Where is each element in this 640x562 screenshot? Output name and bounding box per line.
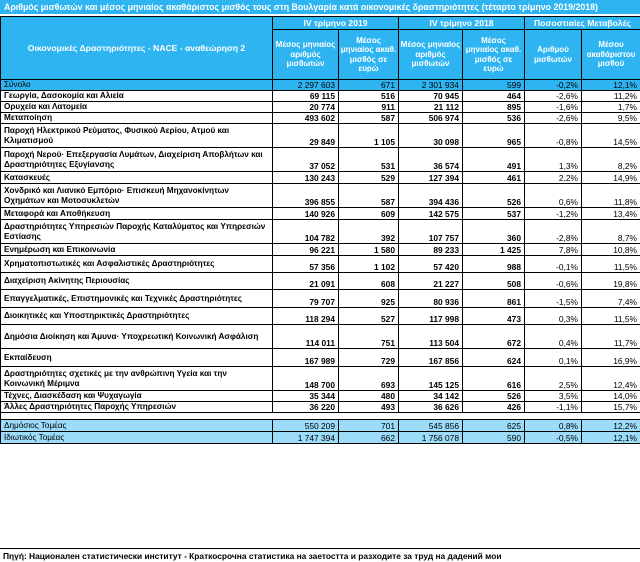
row-label: Τέχνες, Διασκέδαση και Ψυχαγωγία	[1, 391, 273, 402]
cell-emp-2019: 36 220	[273, 402, 339, 413]
cell-change-emp: 2,5%	[525, 367, 582, 391]
row-label: Επαγγελματικές, Επιστημονικές και Τεχνικές Δραστηριότητες	[1, 290, 273, 308]
cell-emp-2019: 79 707	[273, 290, 339, 308]
header-group-2018: IV τρίμηνο 2018	[399, 17, 525, 30]
cell-wage-2018: 861	[463, 290, 525, 308]
cell-change-emp: 0,6%	[525, 184, 582, 208]
cell-wage-2019: 493	[339, 402, 399, 413]
cell-wage-2018: 599	[463, 80, 525, 91]
cell-change-emp: -0,5%	[525, 432, 582, 444]
cell-change-wage: 14,0%	[582, 391, 640, 402]
row-label: Γεωργία, Δασοκομία και Αλιεία	[1, 91, 273, 102]
cell-emp-2018: 89 233	[399, 244, 463, 256]
cell-wage-2018: 526	[463, 184, 525, 208]
cell-emp-2019: 96 221	[273, 244, 339, 256]
cell-wage-2019: 529	[339, 172, 399, 184]
cell-wage-2018: 590	[463, 432, 525, 444]
header-change-wage: Μέσου ακαθάριστου μισθού	[582, 30, 640, 80]
cell-change-wage: 15,7%	[582, 402, 640, 413]
cell-wage-2018: 491	[463, 148, 525, 172]
cell-wage-2018: 616	[463, 367, 525, 391]
table-row-total	[1, 80, 640, 91]
cell-wage-2019: 729	[339, 349, 399, 367]
cell-change-emp: -0,6%	[525, 273, 582, 290]
cell-change-wage: 16,9%	[582, 349, 640, 367]
table-row	[1, 220, 640, 244]
spacer-row	[1, 413, 640, 420]
cell-wage-2019: 1 102	[339, 256, 399, 273]
row-label: Χονδρικό και Λιανικό Εμπόριο· Επισκευή Μηχανοκίνητων Οχημάτων και Μοτοσυκλετών	[1, 184, 273, 208]
cell-emp-2018: 167 856	[399, 349, 463, 367]
cell-emp-2018: 36 574	[399, 148, 463, 172]
cell-emp-2019: 57 356	[273, 256, 339, 273]
cell-change-wage: 13,4%	[582, 208, 640, 220]
header-change-employees: Αριθμού μισθωτών	[525, 30, 582, 80]
cell-wage-2018: 426	[463, 402, 525, 413]
row-label: Σύνολο	[1, 80, 273, 91]
source-note: Πηγή: Национален статистически институт - Краткосрочна статистика на заетостта и разходите за труд на дадений мои	[0, 548, 640, 562]
cell-wage-2018: 536	[463, 113, 525, 124]
cell-change-wage: 11,8%	[582, 184, 640, 208]
row-label: Χρηματοπιστωτικές και Ασφαλιστικές Δραστηριότητες	[1, 256, 273, 273]
cell-emp-2019: 114 011	[273, 325, 339, 349]
cell-wage-2019: 911	[339, 102, 399, 113]
table-row	[1, 208, 640, 220]
cell-emp-2019: 35 344	[273, 391, 339, 402]
row-label: Άλλες Δραστηριότητες Παροχής Υπηρεσιών	[1, 402, 273, 413]
row-label: Μεταφορά και Αποθήκευση	[1, 208, 273, 220]
cell-change-wage: 11,7%	[582, 325, 640, 349]
cell-wage-2018: 965	[463, 124, 525, 148]
row-label: Μεταποίηση	[1, 113, 273, 124]
cell-wage-2018: 360	[463, 220, 525, 244]
table-row	[1, 402, 640, 413]
cell-wage-2019: 1 580	[339, 244, 399, 256]
table-row	[1, 91, 640, 102]
table-row	[1, 184, 640, 208]
cell-wage-2018: 988	[463, 256, 525, 273]
cell-change-emp: -1,6%	[525, 102, 582, 113]
cell-change-wage: 12,1%	[582, 432, 640, 444]
cell-emp-2019: 2 297 603	[273, 80, 339, 91]
cell-wage-2019: 527	[339, 308, 399, 325]
cell-emp-2018: 21 112	[399, 102, 463, 113]
header-group-change: Ποσοστιαίες Μεταβολές	[525, 17, 640, 30]
cell-emp-2018: 2 301 934	[399, 80, 463, 91]
cell-emp-2019: 130 243	[273, 172, 339, 184]
cell-wage-2018: 624	[463, 349, 525, 367]
cell-wage-2019: 392	[339, 220, 399, 244]
cell-wage-2019: 587	[339, 113, 399, 124]
cell-change-wage: 7,4%	[582, 290, 640, 308]
cell-emp-2018: 34 142	[399, 391, 463, 402]
cell-emp-2019: 396 855	[273, 184, 339, 208]
cell-emp-2019: 29 849	[273, 124, 339, 148]
cell-change-wage: 10,8%	[582, 244, 640, 256]
cell-wage-2019: 531	[339, 148, 399, 172]
cell-emp-2019: 37 052	[273, 148, 339, 172]
cell-wage-2018: 526	[463, 391, 525, 402]
employment-wage-table	[0, 16, 640, 444]
cell-wage-2018: 464	[463, 91, 525, 102]
cell-emp-2018: 30 098	[399, 124, 463, 148]
row-label: Ορυχεία και Λατομεία	[1, 102, 273, 113]
cell-emp-2018: 127 394	[399, 172, 463, 184]
cell-emp-2019: 1 747 394	[273, 432, 339, 444]
cell-change-emp: -0,1%	[525, 256, 582, 273]
cell-wage-2019: 480	[339, 391, 399, 402]
cell-change-emp: 1,3%	[525, 148, 582, 172]
page-title: Αριθμός μισθωτών και μέσος μηνιαίος ακαθάριστος μισθός τους στη Βουλγαρία κατά οικονομικές δραστηριότητες (τέταρτο τρίμηνο 2019/2018)	[0, 0, 640, 14]
header-group-2019: IV τρίμηνο 2019	[273, 17, 399, 30]
cell-change-emp: -2,6%	[525, 113, 582, 124]
cell-emp-2019: 550 209	[273, 420, 339, 432]
spacer-cell	[1, 413, 640, 420]
cell-change-wage: 8,7%	[582, 220, 640, 244]
cell-wage-2018: 672	[463, 325, 525, 349]
cell-wage-2019: 671	[339, 80, 399, 91]
cell-change-emp: 2,2%	[525, 172, 582, 184]
table-row	[1, 102, 640, 113]
table-row	[1, 172, 640, 184]
row-label: Δημόσιος Τομέας	[1, 420, 273, 432]
table-row	[1, 325, 640, 349]
cell-emp-2019: 140 926	[273, 208, 339, 220]
cell-wage-2019: 608	[339, 273, 399, 290]
cell-change-wage: 1,7%	[582, 102, 640, 113]
cell-change-wage: 14,5%	[582, 124, 640, 148]
cell-change-wage: 11,2%	[582, 91, 640, 102]
cell-change-emp: 0,1%	[525, 349, 582, 367]
cell-change-wage: 12,4%	[582, 367, 640, 391]
table-row	[1, 244, 640, 256]
cell-wage-2019: 693	[339, 367, 399, 391]
cell-emp-2019: 21 091	[273, 273, 339, 290]
cell-emp-2018: 113 504	[399, 325, 463, 349]
cell-emp-2018: 506 974	[399, 113, 463, 124]
cell-wage-2018: 537	[463, 208, 525, 220]
cell-change-wage: 11,5%	[582, 256, 640, 273]
cell-wage-2019: 1 105	[339, 124, 399, 148]
cell-change-emp: -0,8%	[525, 124, 582, 148]
cell-emp-2019: 167 989	[273, 349, 339, 367]
cell-wage-2019: 516	[339, 91, 399, 102]
cell-wage-2019: 662	[339, 432, 399, 444]
cell-emp-2018: 21 227	[399, 273, 463, 290]
cell-emp-2019: 69 115	[273, 91, 339, 102]
cell-emp-2019: 20 774	[273, 102, 339, 113]
cell-change-wage: 12,1%	[582, 80, 640, 91]
row-label: Δημόσια Διοίκηση και Άμυνα· Υποχρεωτική Κοινωνική Ασφάλιση	[1, 325, 273, 349]
cell-emp-2018: 142 575	[399, 208, 463, 220]
row-label: Παροχή Ηλεκτρικού Ρεύματος, Φυσικού Αερίου, Ατμού και Κλιματισμού	[1, 124, 273, 148]
cell-emp-2018: 145 125	[399, 367, 463, 391]
cell-change-emp: -1,1%	[525, 402, 582, 413]
cell-emp-2018: 545 856	[399, 420, 463, 432]
cell-emp-2018: 107 757	[399, 220, 463, 244]
cell-emp-2018: 36 626	[399, 402, 463, 413]
table-row	[1, 124, 640, 148]
cell-change-emp: 0,4%	[525, 325, 582, 349]
cell-wage-2019: 587	[339, 184, 399, 208]
cell-emp-2019: 104 782	[273, 220, 339, 244]
row-label: Δραστηριότητες σχετικές με την ανθρώπινη Υγεία και την Κοινωνική Μέριμνα	[1, 367, 273, 391]
cell-wage-2019: 751	[339, 325, 399, 349]
table-row	[1, 391, 640, 402]
cell-emp-2018: 57 420	[399, 256, 463, 273]
header-employees-2019: Μέσος μηνιαίος αριθμός μισθωτών	[273, 30, 339, 80]
cell-emp-2018: 117 998	[399, 308, 463, 325]
cell-wage-2018: 895	[463, 102, 525, 113]
cell-wage-2019: 925	[339, 290, 399, 308]
cell-change-wage: 11,5%	[582, 308, 640, 325]
table-row	[1, 349, 640, 367]
cell-change-wage: 14,9%	[582, 172, 640, 184]
table-row	[1, 148, 640, 172]
cell-change-emp: 0,3%	[525, 308, 582, 325]
header-wage-2019: Μέσος μηνιαίος ακαθ. μισθός σε ευρώ	[339, 30, 399, 80]
cell-wage-2018: 508	[463, 273, 525, 290]
cell-emp-2019: 118 294	[273, 308, 339, 325]
row-label: Κατασκευές	[1, 172, 273, 184]
cell-wage-2018: 625	[463, 420, 525, 432]
cell-change-emp: -2,6%	[525, 91, 582, 102]
table-row	[1, 273, 640, 290]
cell-change-emp: -1,2%	[525, 208, 582, 220]
cell-change-emp: -1,5%	[525, 290, 582, 308]
header-employees-2018: Μέσος μηνιαίος αριθμός μισθωτών	[399, 30, 463, 80]
table-row	[1, 367, 640, 391]
cell-wage-2018: 461	[463, 172, 525, 184]
table-row	[1, 308, 640, 325]
cell-emp-2019: 493 602	[273, 113, 339, 124]
row-label: Διοικητικές και Υποστηρικτικές Δραστηριότητες	[1, 308, 273, 325]
table-row-public-sector	[1, 420, 640, 432]
cell-wage-2019: 701	[339, 420, 399, 432]
cell-change-emp: 7,8%	[525, 244, 582, 256]
cell-change-emp: 3,5%	[525, 391, 582, 402]
cell-emp-2018: 1 756 078	[399, 432, 463, 444]
row-label: Παροχή Νερού· Επεξεργασία Λυμάτων, Διαχείριση Αποβλήτων και Δραστηριότητες Εξυγίανσης	[1, 148, 273, 172]
cell-change-wage: 8,2%	[582, 148, 640, 172]
header-wage-2018: Μέσος μηνιαίος ακαθ. μισθός σε ευρώ	[463, 30, 525, 80]
table-row	[1, 290, 640, 308]
cell-wage-2018: 473	[463, 308, 525, 325]
cell-change-wage: 19,8%	[582, 273, 640, 290]
table-row	[1, 113, 640, 124]
cell-change-emp: 0,8%	[525, 420, 582, 432]
row-label: Εκπαίδευση	[1, 349, 273, 367]
cell-wage-2019: 609	[339, 208, 399, 220]
cell-change-emp: -0,2%	[525, 80, 582, 91]
cell-change-wage: 9,5%	[582, 113, 640, 124]
cell-wage-2018: 1 425	[463, 244, 525, 256]
cell-emp-2018: 394 436	[399, 184, 463, 208]
header-activity: Οικονομικές Δραστηριότητες - NACE - αναθεώρηση 2	[1, 17, 273, 80]
row-label: Ιδιωτικός Τομέας	[1, 432, 273, 444]
cell-change-emp: -2,8%	[525, 220, 582, 244]
table-row	[1, 256, 640, 273]
row-label: Δραστηριότητες Υπηρεσιών Παροχής Καταλύματος και Υπηρεσιών Εστίασης	[1, 220, 273, 244]
table-row-private-sector	[1, 432, 640, 444]
cell-emp-2018: 80 936	[399, 290, 463, 308]
cell-emp-2019: 148 700	[273, 367, 339, 391]
row-label: Ενημέρωση και Επικοινωνία	[1, 244, 273, 256]
cell-emp-2018: 70 945	[399, 91, 463, 102]
row-label: Διαχείριση Ακίνητης Περιουσίας	[1, 273, 273, 290]
cell-change-wage: 12,2%	[582, 420, 640, 432]
